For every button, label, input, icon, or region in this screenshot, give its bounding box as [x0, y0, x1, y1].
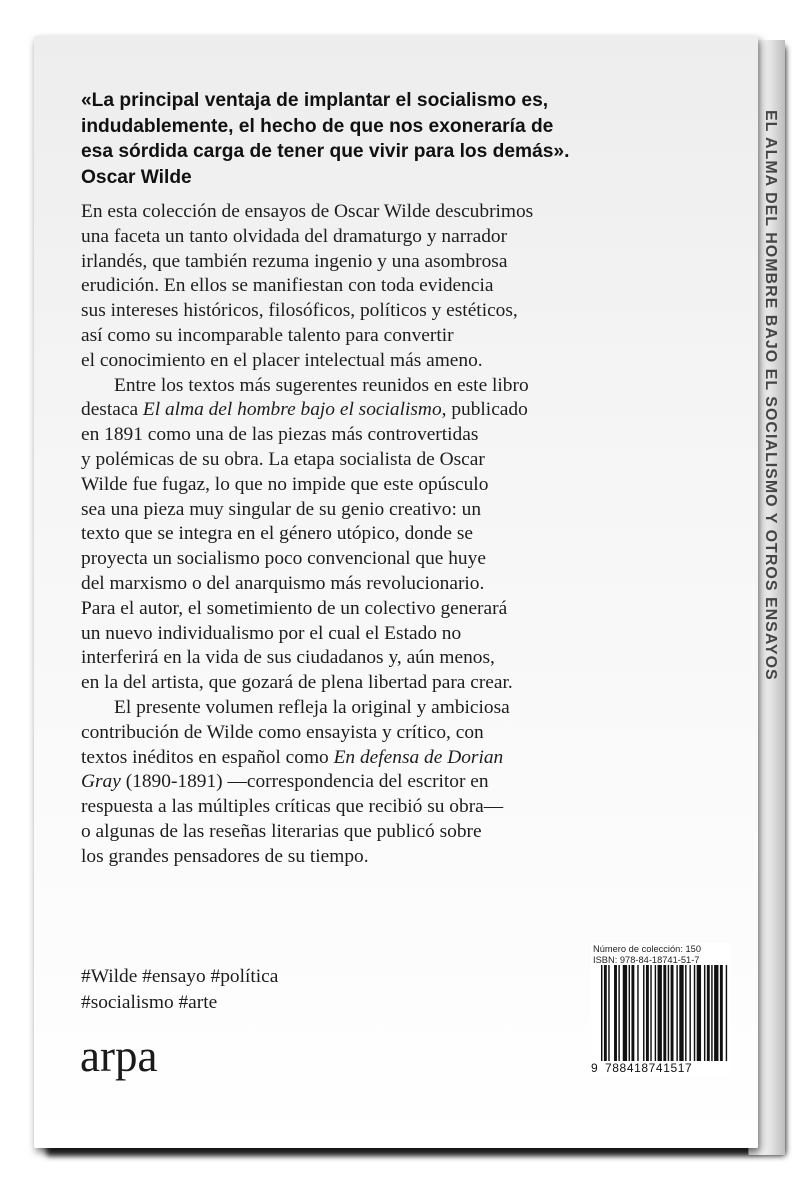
barcode-bar — [714, 965, 718, 1061]
barcode-bar — [646, 965, 649, 1061]
hashtags — [81, 964, 278, 1015]
spine-title: EL ALMA DEL HOMBRE BAJO EL SOCIALISMO Y OTROS ENSAYOS — [762, 110, 779, 681]
synopsis-line: irlandés, que también rezuma ingenio y una asombrosa — [81, 250, 508, 272]
barcode-bar — [614, 965, 617, 1061]
barcode-bar — [604, 965, 607, 1061]
epigraph-quote — [81, 88, 671, 190]
synopsis-line: interferirá en la vida de sus ciudadanos y, aún menos, — [81, 647, 495, 669]
barcode-bar — [629, 965, 630, 1061]
barcode-bar — [726, 965, 727, 1061]
barcode-image — [591, 965, 731, 1075]
synopsis-text: (1890-1891) —correspondencia del escritor en — [120, 771, 489, 793]
barcode-bar — [704, 965, 705, 1061]
synopsis — [81, 200, 641, 870]
barcode-digits: 788418741517 — [605, 1061, 693, 1075]
synopsis-line: un nuevo individualismo por el cual el Estado no — [81, 622, 462, 644]
synopsis-line: sus intereses históricos, filosóficos, políticos y estéticos, — [81, 300, 518, 322]
synopsis-line: en la del artista, que gozará de plena libertad para crear. — [81, 672, 513, 694]
barcode-bar — [650, 965, 651, 1061]
barcode-bar — [685, 965, 686, 1061]
synopsis-line: respuesta a las múltiples críticas que recibió su obra— — [81, 796, 504, 818]
barcode-bar — [697, 965, 701, 1061]
synopsis-line: Wilde fue fugaz, lo que no impide que este opúsculo — [81, 473, 489, 495]
synopsis-line: Para el autor, el sometimiento de un colectivo generará — [81, 597, 508, 619]
synopsis-line: el conocimiento en el placer intelectual más ameno. — [81, 349, 483, 371]
synopsis-line — [81, 398, 641, 423]
barcode-bar — [643, 965, 644, 1061]
book-title-italic: El alma del hombre bajo el socialismo — [142, 399, 442, 421]
barcode-bar — [637, 965, 638, 1061]
synopsis-line: Entre los textos más sugerentes reunidos en este libro — [114, 374, 529, 396]
synopsis-line: En esta colección de ensayos de Oscar Wilde descubrimos — [81, 201, 534, 222]
barcode-bar — [601, 965, 602, 1061]
isbn-barcode-block — [591, 943, 731, 1075]
synopsis-line — [81, 746, 641, 771]
quote-line: indudablemente, el hecho de que nos exoneraría de — [81, 115, 554, 137]
barcode-bar — [679, 965, 683, 1061]
barcode-info — [591, 943, 731, 965]
barcode-bar — [676, 965, 677, 1061]
barcode-bar — [618, 965, 619, 1061]
synopsis-line: y polémicas de su obra. La etapa socialista de Oscar — [81, 448, 485, 470]
barcode-bar — [668, 965, 669, 1061]
hashtag-line: #Wilde #ensayo #política — [81, 966, 279, 987]
synopsis-text: destaca — [81, 399, 143, 421]
barcode-bar — [631, 965, 634, 1061]
synopsis-text: textos inéditos en español como — [81, 746, 334, 768]
publisher-logo: arpa — [80, 1031, 158, 1081]
barcode-bar — [720, 965, 723, 1061]
hashtag-line: #socialismo #arte — [81, 991, 218, 1013]
isbn-text: ISBN: 978-84-18741-51-7 — [593, 954, 700, 965]
barcode-bar — [623, 965, 627, 1061]
barcode-bar — [694, 965, 695, 1061]
barcode-bar — [671, 965, 674, 1061]
barcode-bar — [707, 965, 710, 1061]
barcode-bar — [658, 965, 662, 1061]
quote-line: «La principal ventaja de implantar el socialismo es, — [81, 90, 549, 111]
synopsis-line: sea una pieza muy singular de su genio creativo: un — [81, 498, 482, 520]
quote-author: Oscar Wilde — [81, 166, 192, 188]
synopsis-line: del marxismo o del anarquismo más revolucionario. — [81, 572, 485, 594]
synopsis-line: El presente volumen refleja la original y ambiciosa — [114, 696, 510, 718]
barcode-bar — [655, 965, 656, 1061]
synopsis-line: proyecta un socialismo poco convencional que huye — [81, 548, 486, 570]
back-cover — [34, 36, 758, 1148]
barcode-bar — [608, 965, 609, 1061]
synopsis-line: una faceta un tanto olvidada del dramaturgo y narrador — [81, 225, 508, 247]
synopsis-line: erudición. En ellos se manifiestan con toda evidencia — [81, 275, 494, 297]
quote-line: esa sórdida carga de tener que vivir para los demás». — [81, 141, 570, 162]
synopsis-line: o algunas de las reseñas literarias que publicó sobre — [81, 820, 482, 842]
synopsis-line: contribución de Wilde como ensayista y crítico, con — [81, 721, 484, 743]
synopsis-text: , publicado — [441, 399, 528, 421]
book-title-italic: En defensa de Dorian — [333, 746, 504, 768]
synopsis-line — [81, 770, 641, 795]
book-title-italic: Gray — [81, 771, 121, 793]
synopsis-line: en 1891 como una de las piezas más controvertidas — [81, 424, 479, 446]
barcode-bar — [711, 965, 712, 1061]
collection-number: Número de colección: 150 — [593, 944, 702, 954]
barcode-bar — [663, 965, 666, 1061]
barcode-bar — [689, 965, 690, 1061]
synopsis-line: texto que se integra en el género utópico, donde se — [81, 523, 473, 545]
synopsis-line: así como su incomparable talento para convertir — [81, 324, 454, 346]
barcode-first-digit: 9 — [591, 1061, 598, 1075]
synopsis-line: los grandes pensadores de su tiempo. — [81, 845, 369, 867]
